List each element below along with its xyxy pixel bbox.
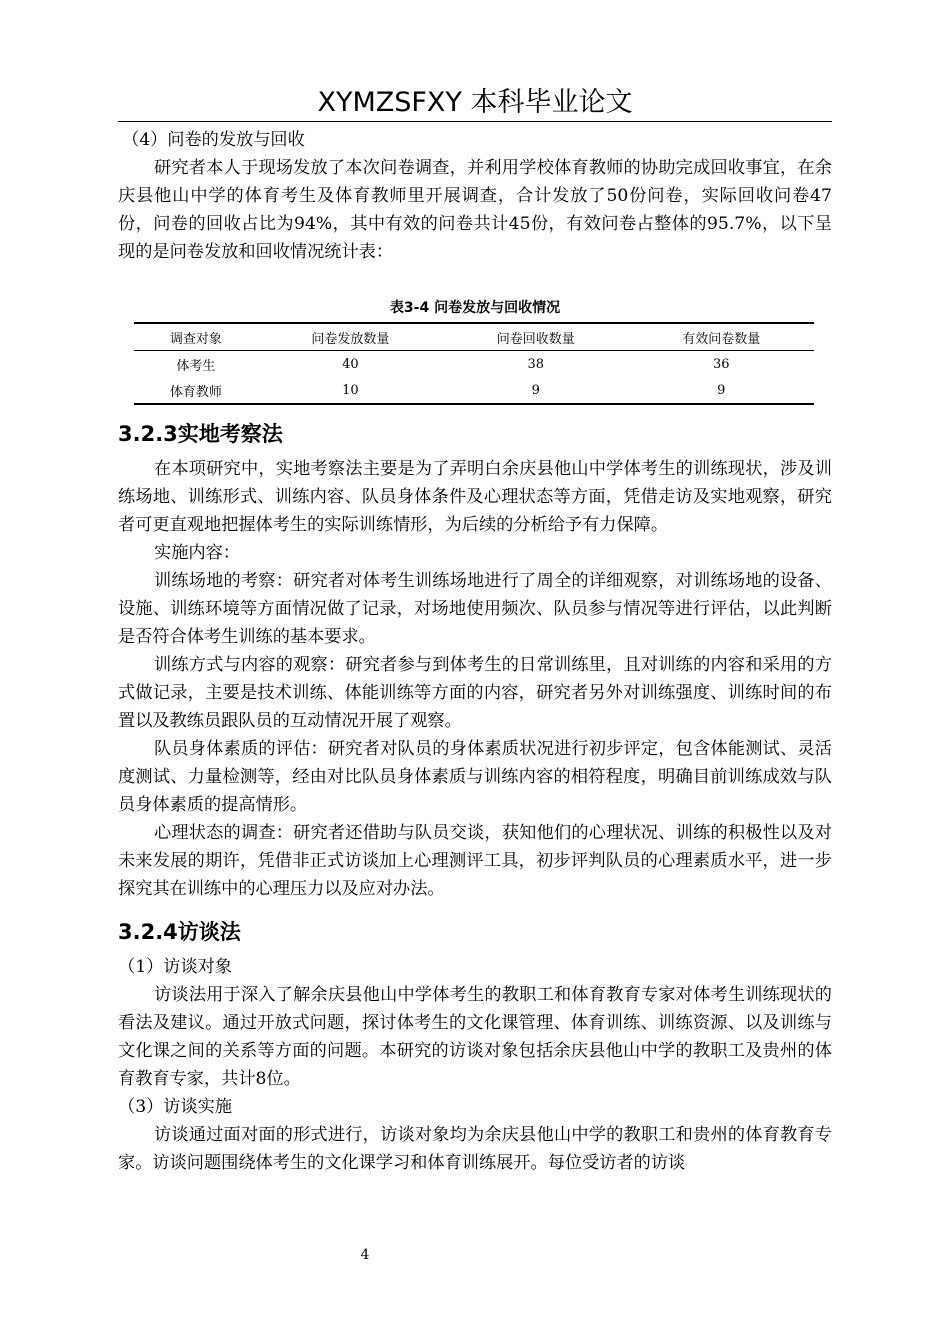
table-caption: 表3-4 问卷发放与回收情况 [389,300,561,316]
paragraph: 访谈法用于深入了解余庆县他山中学体考生的教职工和体育教育专家对体考生训练现状的看法及建议。通过开放式问题，探讨体考生的文化课管理、体育训练、训练资源、以及训练与文化课之间的关系等方面的问题。本研究的访谈对象包括余庆县他山中学的教职工及贵州的体育教育专家，共计8位。 [118,985,832,1089]
paragraph: 训练场地的考察：研究者对体考生训练场地进行了周全的详细观察，对训练场地的设备、设施、训练环境等方面情况做了记录，对场地使用频次、队员参与情况等进行评估，以此判断是否符合体考生训练的基本要求。 [118,571,832,647]
table-cell: 9 [717,382,726,398]
page-number: 4 [360,1247,370,1263]
table-cell: 10 [342,382,359,398]
paragraph: 访谈通过面对面的形式进行，访谈对象均为余庆县他山中学的教职工和贵州的体育教育专家。访谈问题围绕体考生的文化课学习和体育训练展开。每位受访者的访谈 [118,1125,832,1173]
paragraph: 实施内容： [154,543,240,563]
paragraph: 心理状态的调查：研究者还借助与队员交谈，获知他们的心理状况、训练的积极性以及对未来发展的期许，凭借非正式访谈加上心理测评工具，初步评判队员的心理素质水平，进一步探究其在训练中的心理压力以及应对办法。 [118,823,832,899]
subsection-heading-interview-implementation: （3）访谈实施 [118,1097,233,1117]
table-row [134,351,814,378]
table-cell: 体育教师 [169,384,222,400]
table-header-cell: 有效问卷数量 [682,331,761,347]
page-header-title: XYMZSFXY 本科毕业论文 [317,87,633,118]
page-content [118,126,832,1177]
paragraph: 训练方式与内容的观察：研究者参与到体考生的日常训练里，且对训练的内容和采用的方式做记录，主要是技术训练、体能训练等方面的内容，研究者另外对训练强度、训练时间的布置以及教练员跟队员的互动情况开展了观察。 [118,655,832,731]
table-header-row [134,323,814,351]
section-heading-3-2-4: 3.2.4访谈法 [118,920,241,944]
header-divider [118,121,832,122]
paragraph: 在本项研究中，实地考察法主要是为了弄明白余庆县他山中学体考生的训练现状，涉及训练场地、训练形式、训练内容、队员身体条件及心理状态等方面，凭借走访及实地观察，研究者可更直观地把握体考生的实际训练情形，为后续的分析给予有力保障。 [118,459,832,535]
table-cell: 36 [712,356,730,372]
table-header-cell: 问卷回收数量 [496,331,575,347]
table-cell: 40 [342,356,359,372]
subsection-heading-interview-subjects: （1）访谈对象 [118,957,233,977]
paragraph: 队员身体素质的评估：研究者对队员的身体素质状况进行初步评定，包含体能测试、灵活度测试、力量检测等，经由对比队员身体素质与训练内容的相符程度，明确目前训练成效与队员身体素质的提高情形。 [118,739,832,815]
subsection-heading-4: （4）问卷的发放与回收 [122,130,305,150]
paragraph-questionnaire: 研究者本人于现场发放了本次问卷调查，并利用学校体育教师的协助完成回收事宜，在余庆县他山中学的体育考生及体育教师里开展调查，合计发放了50份问卷，实际回收问卷47份，问卷的回收占比为94%，其中有效的问卷共计45份，有效问卷占整体的95.7%，以下呈现的是问卷发放和回收情况统计表： [118,158,832,262]
section-heading-3-2-3: 3.2.3实地考察法 [118,422,283,446]
table-cell: 38 [527,356,545,372]
questionnaire-table [134,322,814,405]
table-header-cell: 调查对象 [169,331,222,347]
table-header-cell: 问卷发放数量 [311,331,390,347]
table-cell: 体考生 [176,358,216,374]
table-cell: 9 [531,382,540,398]
table-row [134,377,814,404]
